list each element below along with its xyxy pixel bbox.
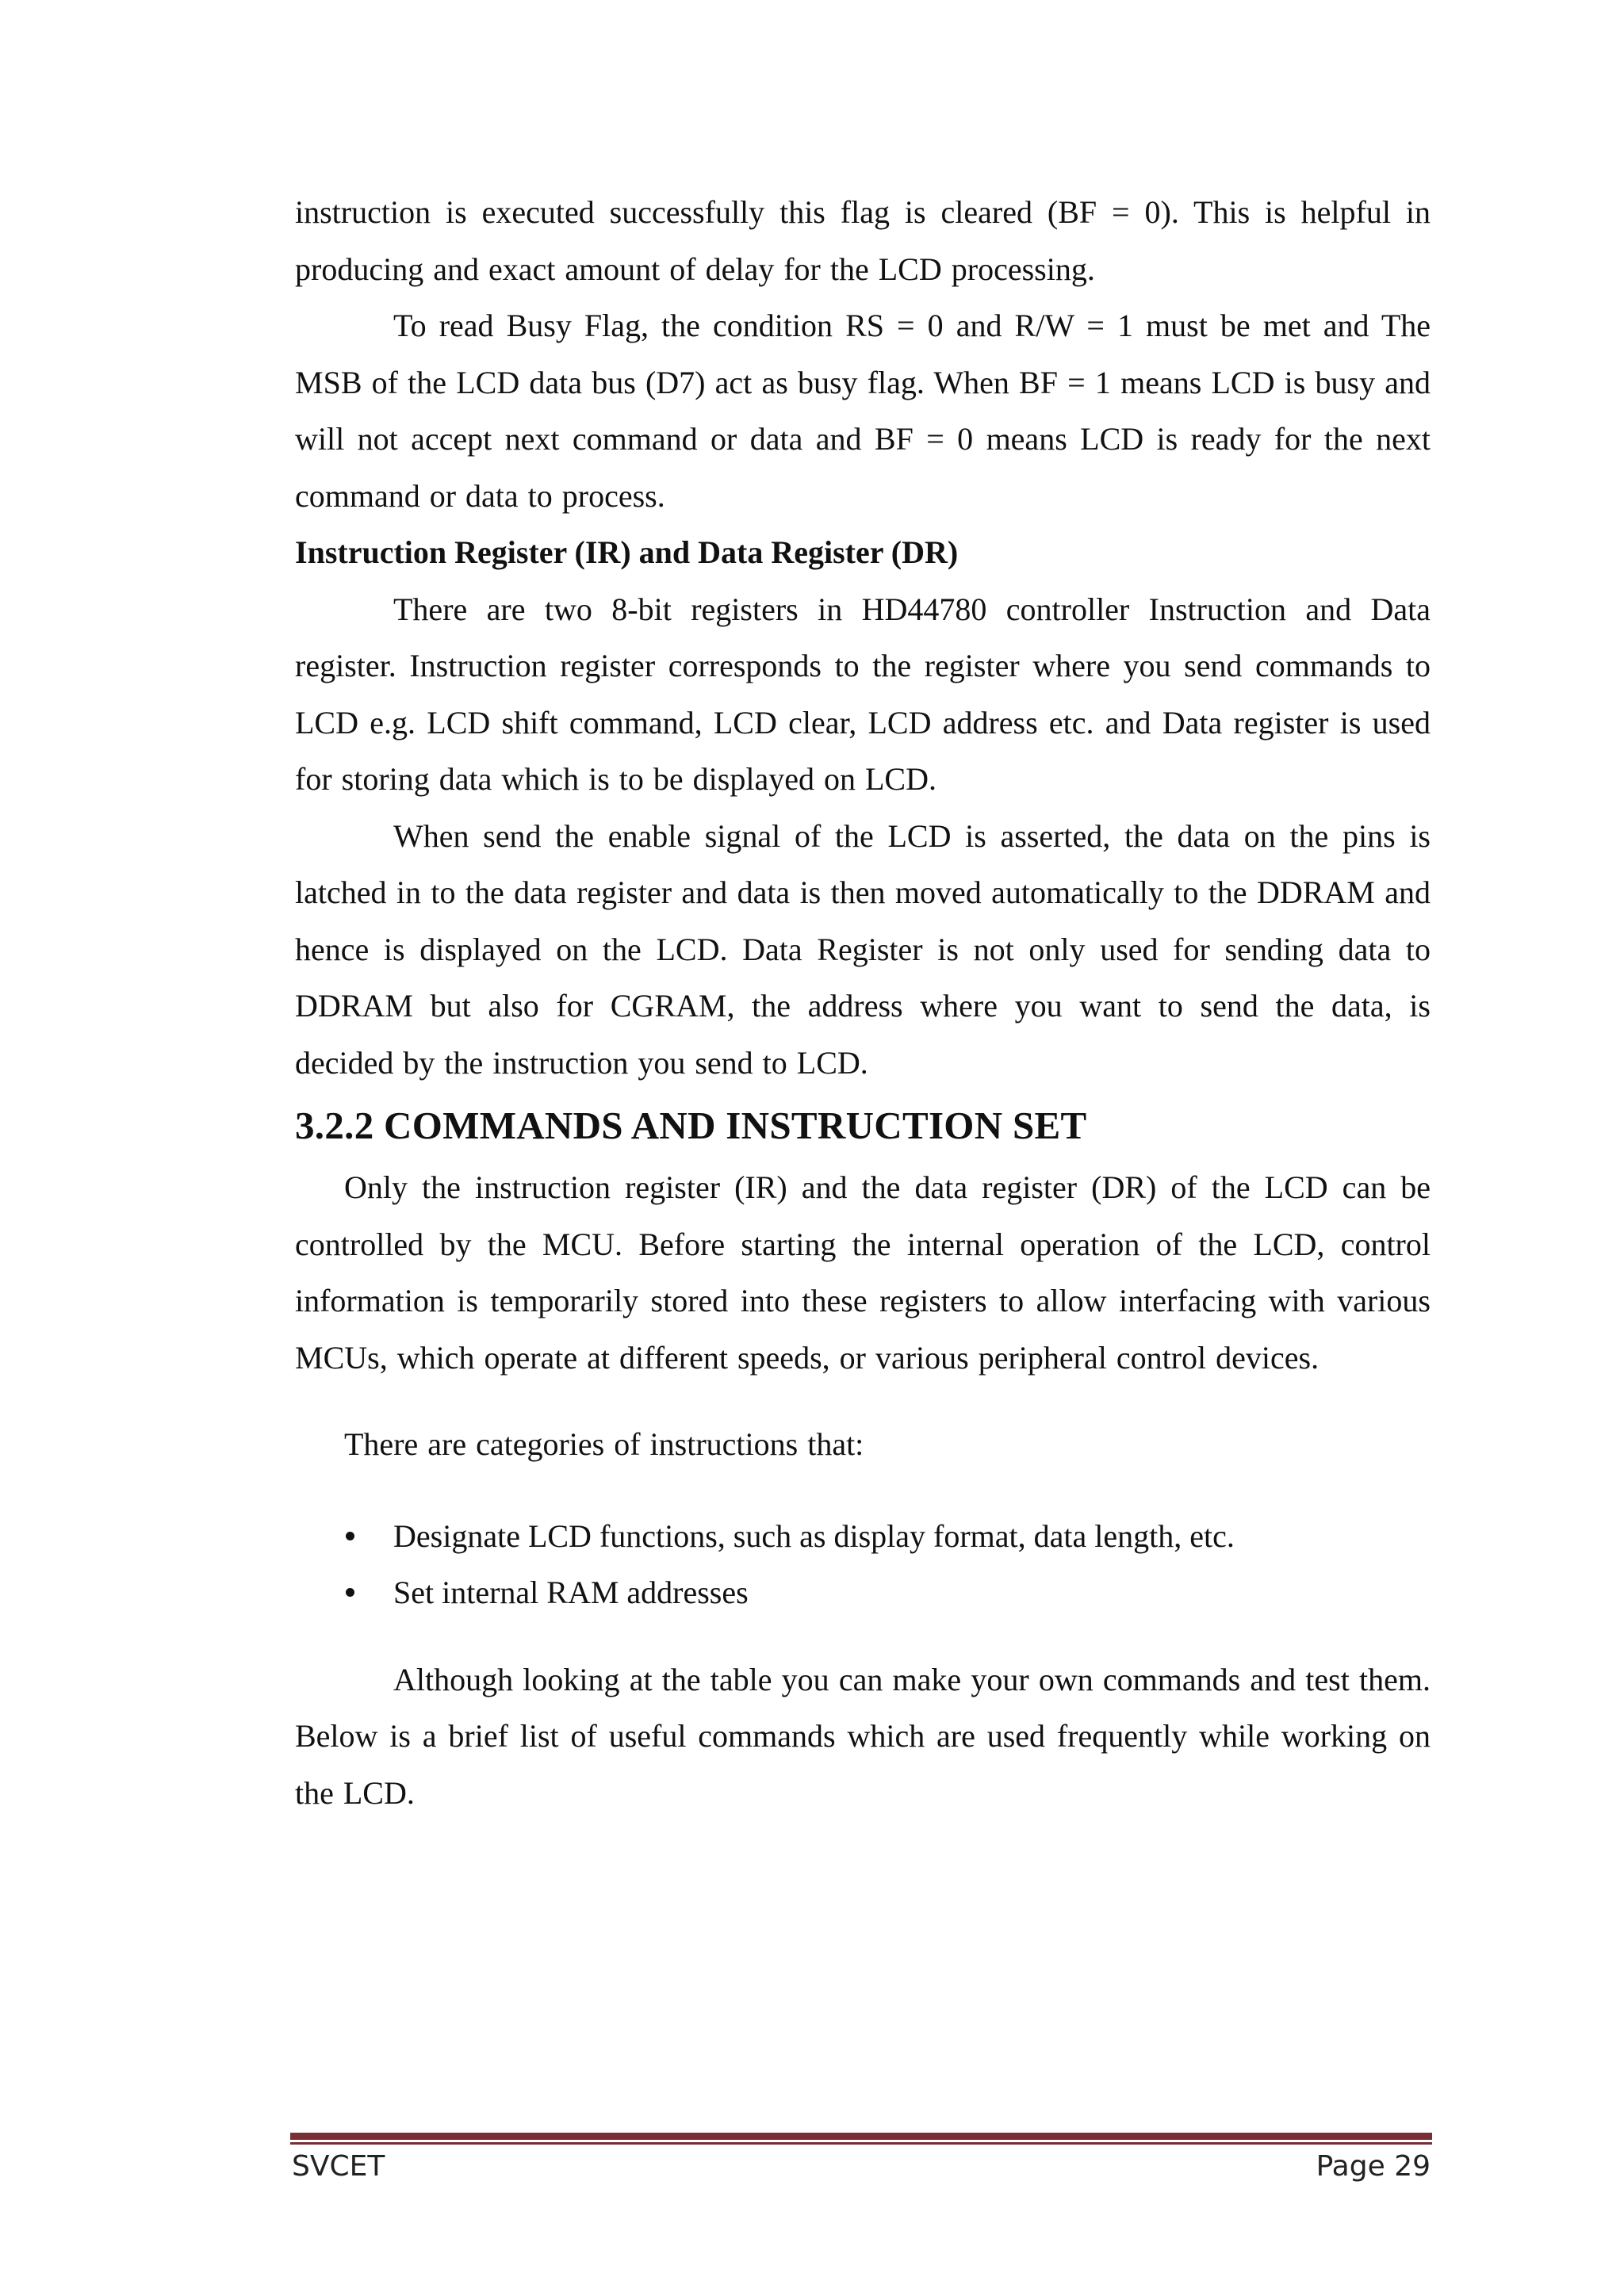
paragraph-busy-flag-continued: instruction is executed successfully this flag is cleared (BF = 0). This is helpful in producing and exact amount of delay for the LCD processing. (295, 194, 1431, 287)
footer-rule-thick (290, 2133, 1432, 2140)
instruction-category-list (295, 1508, 1431, 1621)
paragraph-read-busy-flag: To read Busy Flag, the condition RS = 0 and R/W = 1 must be met and The MSB of the LCD data bus (D7) act as busy flag. When BF = 1 means LCD is busy and will not accept next command or data and BF = 0 means LCD is ready for the next command or data to process. (295, 308, 1431, 514)
footer-divider (290, 2133, 1432, 2145)
spacer (295, 1386, 1431, 1416)
bullet-icon (346, 1532, 354, 1540)
paragraph-ir-dr-control: Only the instruction register (IR) and the data register (DR) of the LCD can be controlled by the MCU. Before starting the internal operation of the LCD, control information is temporarily stored into these registers to allow interfacing with various MCUs, which operate at different speeds, or various peripheral control devices. (295, 1169, 1431, 1376)
section-heading-commands: 3.2.2 COMMANDS AND INSTRUCTION SET (295, 1104, 1087, 1147)
list-item (295, 1564, 1431, 1621)
footer-page-number: Page 29 (1316, 2150, 1431, 2183)
subheading-registers: Instruction Register (IR) and Data Register (DR) (295, 534, 959, 570)
spacer (295, 1621, 1431, 1651)
paragraph-commands-table: Although looking at the table you can make your own commands and test them. Below is a brief list of useful commands which are used frequently while working on the LCD. (295, 1661, 1431, 1811)
page-content (295, 184, 1431, 1821)
footer-rule-thin (290, 2142, 1432, 2145)
list-item-text: Designate LCD functions, such as display format, data length, etc. (393, 1517, 1235, 1554)
paragraph-enable-signal: When send the enable signal of the LCD is asserted, the data on the pins is latched in to the data register and data is then moved automatically to the DDRAM and hence is displayed on the LCD. Data Register is not only used for sending data to DDRAM but also for CGRAM, the address where you want to send the data, is decided by the instruction you send to LCD. (295, 817, 1431, 1081)
paragraph-two-registers: There are two 8-bit registers in HD44780 controller Instruction and Data register. Instruction register corresponds to the register where you send commands to LCD e.g. LCD shift command, LCD clear, LCD address etc. and Data register is used for storing data which is to be displayed on LCD. (295, 591, 1431, 797)
paragraph-categories-intro: There are categories of instructions that: (344, 1426, 864, 1462)
bullet-icon (346, 1588, 354, 1597)
list-item (295, 1508, 1431, 1565)
footer-institution: SVCET (292, 2150, 385, 2183)
spacer (295, 1473, 1431, 1508)
list-item-text: Set internal RAM addresses (393, 1575, 749, 1610)
